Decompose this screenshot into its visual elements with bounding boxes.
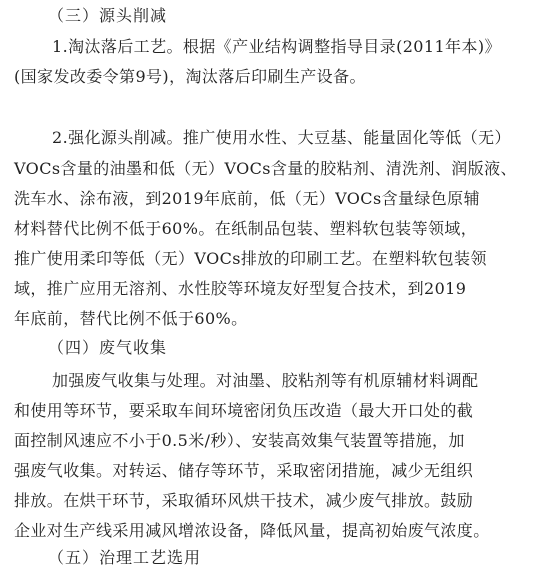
- para2-line-6: 域，推广应用无溶剂、水性胶等环境友好型复合技术，到2019: [14, 279, 467, 298]
- para2-line-3: 洗车水、涂布液，到2019年底前，低（无）VOCs含量绿色原辅: [14, 189, 480, 208]
- para1-line-1: 1.淘汰落后工艺。根据《产业结构调整指导目录(2011年本)》: [52, 37, 501, 56]
- para2-line-4: 材料替代比例不低于60%。在纸制品包装、塑料软包装等领域，: [14, 219, 478, 238]
- para2-line-7: 年底前，替代比例不低于60%。: [14, 309, 248, 328]
- para3-line-3: 面控制风速应不小于0.5米/秒）、安装高效集气装置等措施，加: [14, 431, 465, 450]
- para3-line-5: 排放。在烘干环节，采取循环风烘干技术，减少废气排放。鼓励: [14, 491, 474, 510]
- para3-line-2: 和使用等环节，要采取车间环境密闭负压改造（最大开口处的截: [14, 401, 474, 420]
- section-3-heading: （三）源头削减: [48, 6, 168, 25]
- para3-line-6: 企业对生产线采用减风增浓设备，降低风量，提高初始废气浓度。: [14, 521, 490, 540]
- para3-line-1: 加强废气收集与处理。对油墨、胶粘剂等有机原辅材料调配: [52, 371, 479, 390]
- para1-line-2: (国家发改委令第9号)，淘汰落后印刷生产设备。: [14, 67, 366, 86]
- para2-line-2: VOCs含量的油墨和低（无）VOCs含量的胶粘剂、清洗剂、润版液、: [14, 159, 517, 178]
- para2-line-5: 推广使用柔印等低（无）VOCs排放的印刷工艺。在塑料软包装领: [14, 249, 487, 268]
- para3-line-4: 强废气收集。对转运、储存等环节，采取密闭措施，减少无组织: [14, 461, 474, 480]
- section-5-heading: （五）治理工艺选用: [48, 548, 202, 567]
- section-4-heading: （四）废气收集: [48, 338, 168, 357]
- para2-line-1: 2.强化源头削减。推广使用水性、大豆基、能量固化等低（无）: [52, 128, 511, 147]
